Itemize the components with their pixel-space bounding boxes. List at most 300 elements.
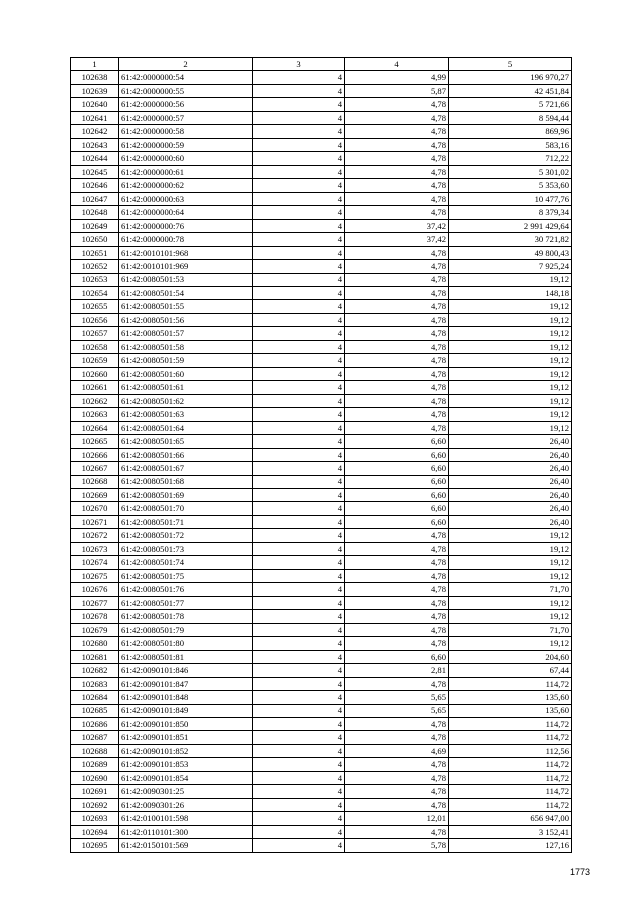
row-number-cell: 102641: [71, 111, 119, 124]
rate-cell: 4,78: [345, 529, 449, 542]
row-number-cell: 102661: [71, 381, 119, 394]
rate-cell: 4,78: [345, 731, 449, 744]
rate-cell: 5,78: [345, 839, 449, 852]
row-number-cell: 102660: [71, 367, 119, 380]
amount-cell: 67,44: [449, 664, 572, 677]
table-row: [71, 421, 572, 434]
rate-cell: 5,65: [345, 704, 449, 717]
rate-cell: 4,78: [345, 569, 449, 582]
cadastral-number-cell: 61:42:0150101:569: [119, 839, 253, 852]
amount-cell: 114,72: [449, 771, 572, 784]
data-table: [70, 57, 572, 853]
row-number-cell: 102671: [71, 515, 119, 528]
column-header: 3: [253, 58, 345, 71]
row-number-cell: 102666: [71, 448, 119, 461]
amount-cell: 112,56: [449, 744, 572, 757]
cadastral-number-cell: 61:42:0000000:55: [119, 84, 253, 97]
table-row: [71, 704, 572, 717]
row-number-cell: 102664: [71, 421, 119, 434]
cadastral-number-cell: 61:42:0080501:62: [119, 394, 253, 407]
rate-cell: 12,01: [345, 812, 449, 825]
code-cell: 4: [253, 354, 345, 367]
table-row: [71, 475, 572, 488]
amount-cell: 26,40: [449, 475, 572, 488]
table-row: [71, 327, 572, 340]
code-cell: 4: [253, 300, 345, 313]
amount-cell: 19,12: [449, 273, 572, 286]
table-row: [71, 677, 572, 690]
amount-cell: 49 800,43: [449, 246, 572, 259]
rate-cell: 4,78: [345, 138, 449, 151]
amount-cell: 114,72: [449, 785, 572, 798]
row-number-cell: 102659: [71, 354, 119, 367]
row-number-cell: 102674: [71, 556, 119, 569]
table-row: [71, 246, 572, 259]
amount-cell: 19,12: [449, 529, 572, 542]
amount-cell: 19,12: [449, 421, 572, 434]
code-cell: 4: [253, 758, 345, 771]
rate-cell: 6,60: [345, 475, 449, 488]
table-row: [71, 179, 572, 192]
code-cell: 4: [253, 435, 345, 448]
cadastral-number-cell: 61:42:0080501:60: [119, 367, 253, 380]
row-number-cell: 102681: [71, 650, 119, 663]
table-row: [71, 152, 572, 165]
code-cell: 4: [253, 111, 345, 124]
cadastral-number-cell: 61:42:0080501:57: [119, 327, 253, 340]
table-row: [71, 798, 572, 811]
table-row: [71, 367, 572, 380]
amount-cell: 3 152,41: [449, 825, 572, 838]
row-number-cell: 102648: [71, 206, 119, 219]
amount-cell: 26,40: [449, 515, 572, 528]
row-number-cell: 102668: [71, 475, 119, 488]
cadastral-number-cell: 61:42:0080501:56: [119, 313, 253, 326]
code-cell: 4: [253, 664, 345, 677]
cadastral-number-cell: 61:42:0080501:68: [119, 475, 253, 488]
rate-cell: 6,60: [345, 489, 449, 502]
cadastral-number-cell: 61:42:0090101:851: [119, 731, 253, 744]
table-row: [71, 340, 572, 353]
cadastral-number-cell: 61:42:0000000:61: [119, 165, 253, 178]
rate-cell: 6,60: [345, 448, 449, 461]
code-cell: 4: [253, 744, 345, 757]
amount-cell: 42 451,84: [449, 84, 572, 97]
rate-cell: 4,78: [345, 798, 449, 811]
row-number-cell: 102682: [71, 664, 119, 677]
amount-cell: 8 594,44: [449, 111, 572, 124]
amount-cell: 19,12: [449, 542, 572, 555]
table-row: [71, 583, 572, 596]
code-cell: 4: [253, 462, 345, 475]
code-cell: 4: [253, 596, 345, 609]
code-cell: 4: [253, 448, 345, 461]
row-number-cell: 102683: [71, 677, 119, 690]
code-cell: 4: [253, 367, 345, 380]
rate-cell: 4,78: [345, 98, 449, 111]
column-header: 1: [71, 58, 119, 71]
table-row: [71, 839, 572, 852]
row-number-cell: 102690: [71, 771, 119, 784]
rate-cell: 4,78: [345, 394, 449, 407]
amount-cell: 71,70: [449, 623, 572, 636]
amount-cell: 583,16: [449, 138, 572, 151]
rate-cell: 4,78: [345, 542, 449, 555]
table-row: [71, 260, 572, 273]
cadastral-number-cell: 61:42:0090101:846: [119, 664, 253, 677]
rate-cell: 4,78: [345, 596, 449, 609]
rate-cell: 5,65: [345, 691, 449, 704]
amount-cell: 19,12: [449, 367, 572, 380]
rate-cell: 4,78: [345, 758, 449, 771]
cadastral-number-cell: 61:42:0080501:74: [119, 556, 253, 569]
code-cell: 4: [253, 677, 345, 690]
cadastral-number-cell: 61:42:0090101:852: [119, 744, 253, 757]
amount-cell: 5 301,02: [449, 165, 572, 178]
code-cell: 4: [253, 610, 345, 623]
rate-cell: 4,78: [345, 206, 449, 219]
rate-cell: 4,78: [345, 340, 449, 353]
rate-cell: 4,78: [345, 260, 449, 273]
amount-cell: 114,72: [449, 758, 572, 771]
code-cell: 4: [253, 84, 345, 97]
cadastral-number-cell: 61:42:0080501:67: [119, 462, 253, 475]
amount-cell: 19,12: [449, 300, 572, 313]
amount-cell: 19,12: [449, 408, 572, 421]
cadastral-number-cell: 61:42:0080501:80: [119, 637, 253, 650]
code-cell: 4: [253, 489, 345, 502]
cadastral-number-cell: 61:42:0090101:847: [119, 677, 253, 690]
table-row: [71, 98, 572, 111]
cadastral-number-cell: 61:42:0090101:848: [119, 691, 253, 704]
cadastral-number-cell: 61:42:0090301:25: [119, 785, 253, 798]
row-number-cell: 102650: [71, 233, 119, 246]
code-cell: 4: [253, 246, 345, 259]
table-row: [71, 650, 572, 663]
rate-cell: 6,60: [345, 462, 449, 475]
cadastral-number-cell: 61:42:0000000:63: [119, 192, 253, 205]
row-number-cell: 102652: [71, 260, 119, 273]
amount-cell: 26,40: [449, 502, 572, 515]
rate-cell: 4,78: [345, 367, 449, 380]
rate-cell: 4,78: [345, 300, 449, 313]
amount-cell: 7 925,24: [449, 260, 572, 273]
code-cell: 4: [253, 192, 345, 205]
row-number-cell: 102693: [71, 812, 119, 825]
table-row: [71, 596, 572, 609]
code-cell: 4: [253, 340, 345, 353]
table-row: [71, 300, 572, 313]
code-cell: 4: [253, 71, 345, 84]
code-cell: 4: [253, 125, 345, 138]
code-cell: 4: [253, 529, 345, 542]
row-number-cell: 102691: [71, 785, 119, 798]
rate-cell: 4,78: [345, 286, 449, 299]
amount-cell: 19,12: [449, 596, 572, 609]
rate-cell: 4,78: [345, 179, 449, 192]
cadastral-number-cell: 61:42:0090101:850: [119, 717, 253, 730]
code-cell: 4: [253, 650, 345, 663]
code-cell: 4: [253, 219, 345, 232]
row-number-cell: 102657: [71, 327, 119, 340]
amount-cell: 114,72: [449, 731, 572, 744]
amount-cell: 127,16: [449, 839, 572, 852]
rate-cell: 4,78: [345, 273, 449, 286]
amount-cell: 114,72: [449, 798, 572, 811]
rate-cell: 4,78: [345, 677, 449, 690]
cadastral-number-cell: 61:42:0010101:968: [119, 246, 253, 259]
cadastral-number-cell: 61:42:0000000:54: [119, 71, 253, 84]
amount-cell: 2 991 429,64: [449, 219, 572, 232]
cadastral-number-cell: 61:42:0080501:58: [119, 340, 253, 353]
table-row: [71, 610, 572, 623]
code-cell: 4: [253, 260, 345, 273]
amount-cell: 10 477,76: [449, 192, 572, 205]
table-row: [71, 771, 572, 784]
cadastral-number-cell: 61:42:0080501:79: [119, 623, 253, 636]
row-number-cell: 102647: [71, 192, 119, 205]
cadastral-number-cell: 61:42:0080501:81: [119, 650, 253, 663]
amount-cell: 19,12: [449, 610, 572, 623]
cadastral-number-cell: 61:42:0000000:58: [119, 125, 253, 138]
table-row: [71, 206, 572, 219]
amount-cell: 5 353,60: [449, 179, 572, 192]
code-cell: 4: [253, 165, 345, 178]
rate-cell: 4,78: [345, 556, 449, 569]
code-cell: 4: [253, 839, 345, 852]
cadastral-number-cell: 61:42:0080501:76: [119, 583, 253, 596]
table-row: [71, 448, 572, 461]
rate-cell: 4,78: [345, 192, 449, 205]
cadastral-number-cell: 61:42:0090101:854: [119, 771, 253, 784]
table-row: [71, 731, 572, 744]
row-number-cell: 102662: [71, 394, 119, 407]
table-row: [71, 313, 572, 326]
cadastral-number-cell: 61:42:0090101:849: [119, 704, 253, 717]
cadastral-number-cell: 61:42:0080501:71: [119, 515, 253, 528]
rate-cell: 4,78: [345, 583, 449, 596]
amount-cell: 19,12: [449, 327, 572, 340]
row-number-cell: 102675: [71, 569, 119, 582]
code-cell: 4: [253, 542, 345, 555]
amount-cell: 5 721,66: [449, 98, 572, 111]
rate-cell: 4,78: [345, 421, 449, 434]
table-header-row: [71, 58, 572, 71]
row-number-cell: 102680: [71, 637, 119, 650]
amount-cell: 26,40: [449, 448, 572, 461]
cadastral-number-cell: 61:42:0000000:60: [119, 152, 253, 165]
code-cell: 4: [253, 381, 345, 394]
amount-cell: 30 721,82: [449, 233, 572, 246]
row-number-cell: 102679: [71, 623, 119, 636]
row-number-cell: 102677: [71, 596, 119, 609]
row-number-cell: 102645: [71, 165, 119, 178]
code-cell: 4: [253, 798, 345, 811]
code-cell: 4: [253, 313, 345, 326]
table-row: [71, 125, 572, 138]
column-header: 5: [449, 58, 572, 71]
row-number-cell: 102686: [71, 717, 119, 730]
amount-cell: 114,72: [449, 717, 572, 730]
table-row: [71, 569, 572, 582]
row-number-cell: 102678: [71, 610, 119, 623]
cadastral-number-cell: 61:42:0000000:59: [119, 138, 253, 151]
row-number-cell: 102692: [71, 798, 119, 811]
cadastral-number-cell: 61:42:0090301:26: [119, 798, 253, 811]
rate-cell: 4,78: [345, 381, 449, 394]
cadastral-number-cell: 61:42:0000000:76: [119, 219, 253, 232]
row-number-cell: 102642: [71, 125, 119, 138]
table-row: [71, 394, 572, 407]
cadastral-number-cell: 61:42:0080501:73: [119, 542, 253, 555]
code-cell: 4: [253, 731, 345, 744]
cadastral-number-cell: 61:42:0080501:55: [119, 300, 253, 313]
table-row: [71, 381, 572, 394]
amount-cell: 8 379,34: [449, 206, 572, 219]
amount-cell: 204,60: [449, 650, 572, 663]
row-number-cell: 102669: [71, 489, 119, 502]
code-cell: 4: [253, 637, 345, 650]
cadastral-number-cell: 61:42:0010101:969: [119, 260, 253, 273]
amount-cell: 19,12: [449, 381, 572, 394]
row-number-cell: 102689: [71, 758, 119, 771]
rate-cell: 4,78: [345, 825, 449, 838]
code-cell: 4: [253, 475, 345, 488]
row-number-cell: 102649: [71, 219, 119, 232]
table-row: [71, 286, 572, 299]
rate-cell: 4,78: [345, 125, 449, 138]
table-row: [71, 111, 572, 124]
row-number-cell: 102638: [71, 71, 119, 84]
table-row: [71, 825, 572, 838]
code-cell: 4: [253, 556, 345, 569]
table-row: [71, 637, 572, 650]
code-cell: 4: [253, 623, 345, 636]
table-row: [71, 219, 572, 232]
rate-cell: 4,78: [345, 111, 449, 124]
rate-cell: 4,78: [345, 637, 449, 650]
cadastral-number-cell: 61:42:0000000:62: [119, 179, 253, 192]
rate-cell: 4,78: [345, 354, 449, 367]
rate-cell: 4,78: [345, 327, 449, 340]
code-cell: 4: [253, 98, 345, 111]
table-body: [71, 71, 572, 852]
row-number-cell: 102663: [71, 408, 119, 421]
table-row: [71, 273, 572, 286]
row-number-cell: 102639: [71, 84, 119, 97]
cadastral-number-cell: 61:42:0090101:853: [119, 758, 253, 771]
code-cell: 4: [253, 206, 345, 219]
rate-cell: 37,42: [345, 219, 449, 232]
rate-cell: 4,78: [345, 717, 449, 730]
table-row: [71, 556, 572, 569]
code-cell: 4: [253, 502, 345, 515]
amount-cell: 114,72: [449, 677, 572, 690]
table-row: [71, 489, 572, 502]
rate-cell: 4,78: [345, 408, 449, 421]
amount-cell: 19,12: [449, 313, 572, 326]
row-number-cell: 102672: [71, 529, 119, 542]
rate-cell: 4,78: [345, 623, 449, 636]
table-row: [71, 165, 572, 178]
code-cell: 4: [253, 717, 345, 730]
table-row: [71, 664, 572, 677]
amount-cell: 869,96: [449, 125, 572, 138]
cadastral-number-cell: 61:42:0000000:56: [119, 98, 253, 111]
rate-cell: 5,87: [345, 84, 449, 97]
row-number-cell: 102688: [71, 744, 119, 757]
table-row: [71, 408, 572, 421]
code-cell: 4: [253, 286, 345, 299]
table-row: [71, 502, 572, 515]
code-cell: 4: [253, 273, 345, 286]
amount-cell: 26,40: [449, 489, 572, 502]
amount-cell: 196 970,27: [449, 71, 572, 84]
amount-cell: 19,12: [449, 637, 572, 650]
table-row: [71, 71, 572, 84]
amount-cell: 135,60: [449, 704, 572, 717]
row-number-cell: 102694: [71, 825, 119, 838]
amount-cell: 19,12: [449, 569, 572, 582]
rate-cell: 6,60: [345, 435, 449, 448]
row-number-cell: 102655: [71, 300, 119, 313]
amount-cell: 148,18: [449, 286, 572, 299]
rate-cell: 4,78: [345, 165, 449, 178]
cadastral-number-cell: 61:42:0080501:77: [119, 596, 253, 609]
row-number-cell: 102685: [71, 704, 119, 717]
code-cell: 4: [253, 394, 345, 407]
amount-cell: 71,70: [449, 583, 572, 596]
code-cell: 4: [253, 825, 345, 838]
rate-cell: 6,60: [345, 515, 449, 528]
table-row: [71, 84, 572, 97]
table-row: [71, 462, 572, 475]
row-number-cell: 102695: [71, 839, 119, 852]
code-cell: 4: [253, 583, 345, 596]
rate-cell: 4,78: [345, 152, 449, 165]
code-cell: 4: [253, 771, 345, 784]
row-number-cell: 102651: [71, 246, 119, 259]
table-row: [71, 192, 572, 205]
row-number-cell: 102646: [71, 179, 119, 192]
rate-cell: 6,60: [345, 502, 449, 515]
row-number-cell: 102643: [71, 138, 119, 151]
row-number-cell: 102656: [71, 313, 119, 326]
table-row: [71, 542, 572, 555]
cadastral-number-cell: 61:42:0080501:78: [119, 610, 253, 623]
code-cell: 4: [253, 785, 345, 798]
cadastral-number-cell: 61:42:0000000:57: [119, 111, 253, 124]
code-cell: 4: [253, 421, 345, 434]
code-cell: 4: [253, 812, 345, 825]
code-cell: 4: [253, 138, 345, 151]
table-row: [71, 785, 572, 798]
cadastral-number-cell: 61:42:0110101:300: [119, 825, 253, 838]
cadastral-number-cell: 61:42:0000000:64: [119, 206, 253, 219]
table-row: [71, 529, 572, 542]
amount-cell: 656 947,00: [449, 812, 572, 825]
cadastral-number-cell: 61:42:0080501:63: [119, 408, 253, 421]
table-row: [71, 691, 572, 704]
cadastral-number-cell: 61:42:0080501:70: [119, 502, 253, 515]
table-row: [71, 354, 572, 367]
cadastral-number-cell: 61:42:0080501:66: [119, 448, 253, 461]
code-cell: 4: [253, 179, 345, 192]
rate-cell: 2,81: [345, 664, 449, 677]
amount-cell: 135,60: [449, 691, 572, 704]
cadastral-number-cell: 61:42:0080501:64: [119, 421, 253, 434]
cadastral-number-cell: 61:42:0080501:53: [119, 273, 253, 286]
